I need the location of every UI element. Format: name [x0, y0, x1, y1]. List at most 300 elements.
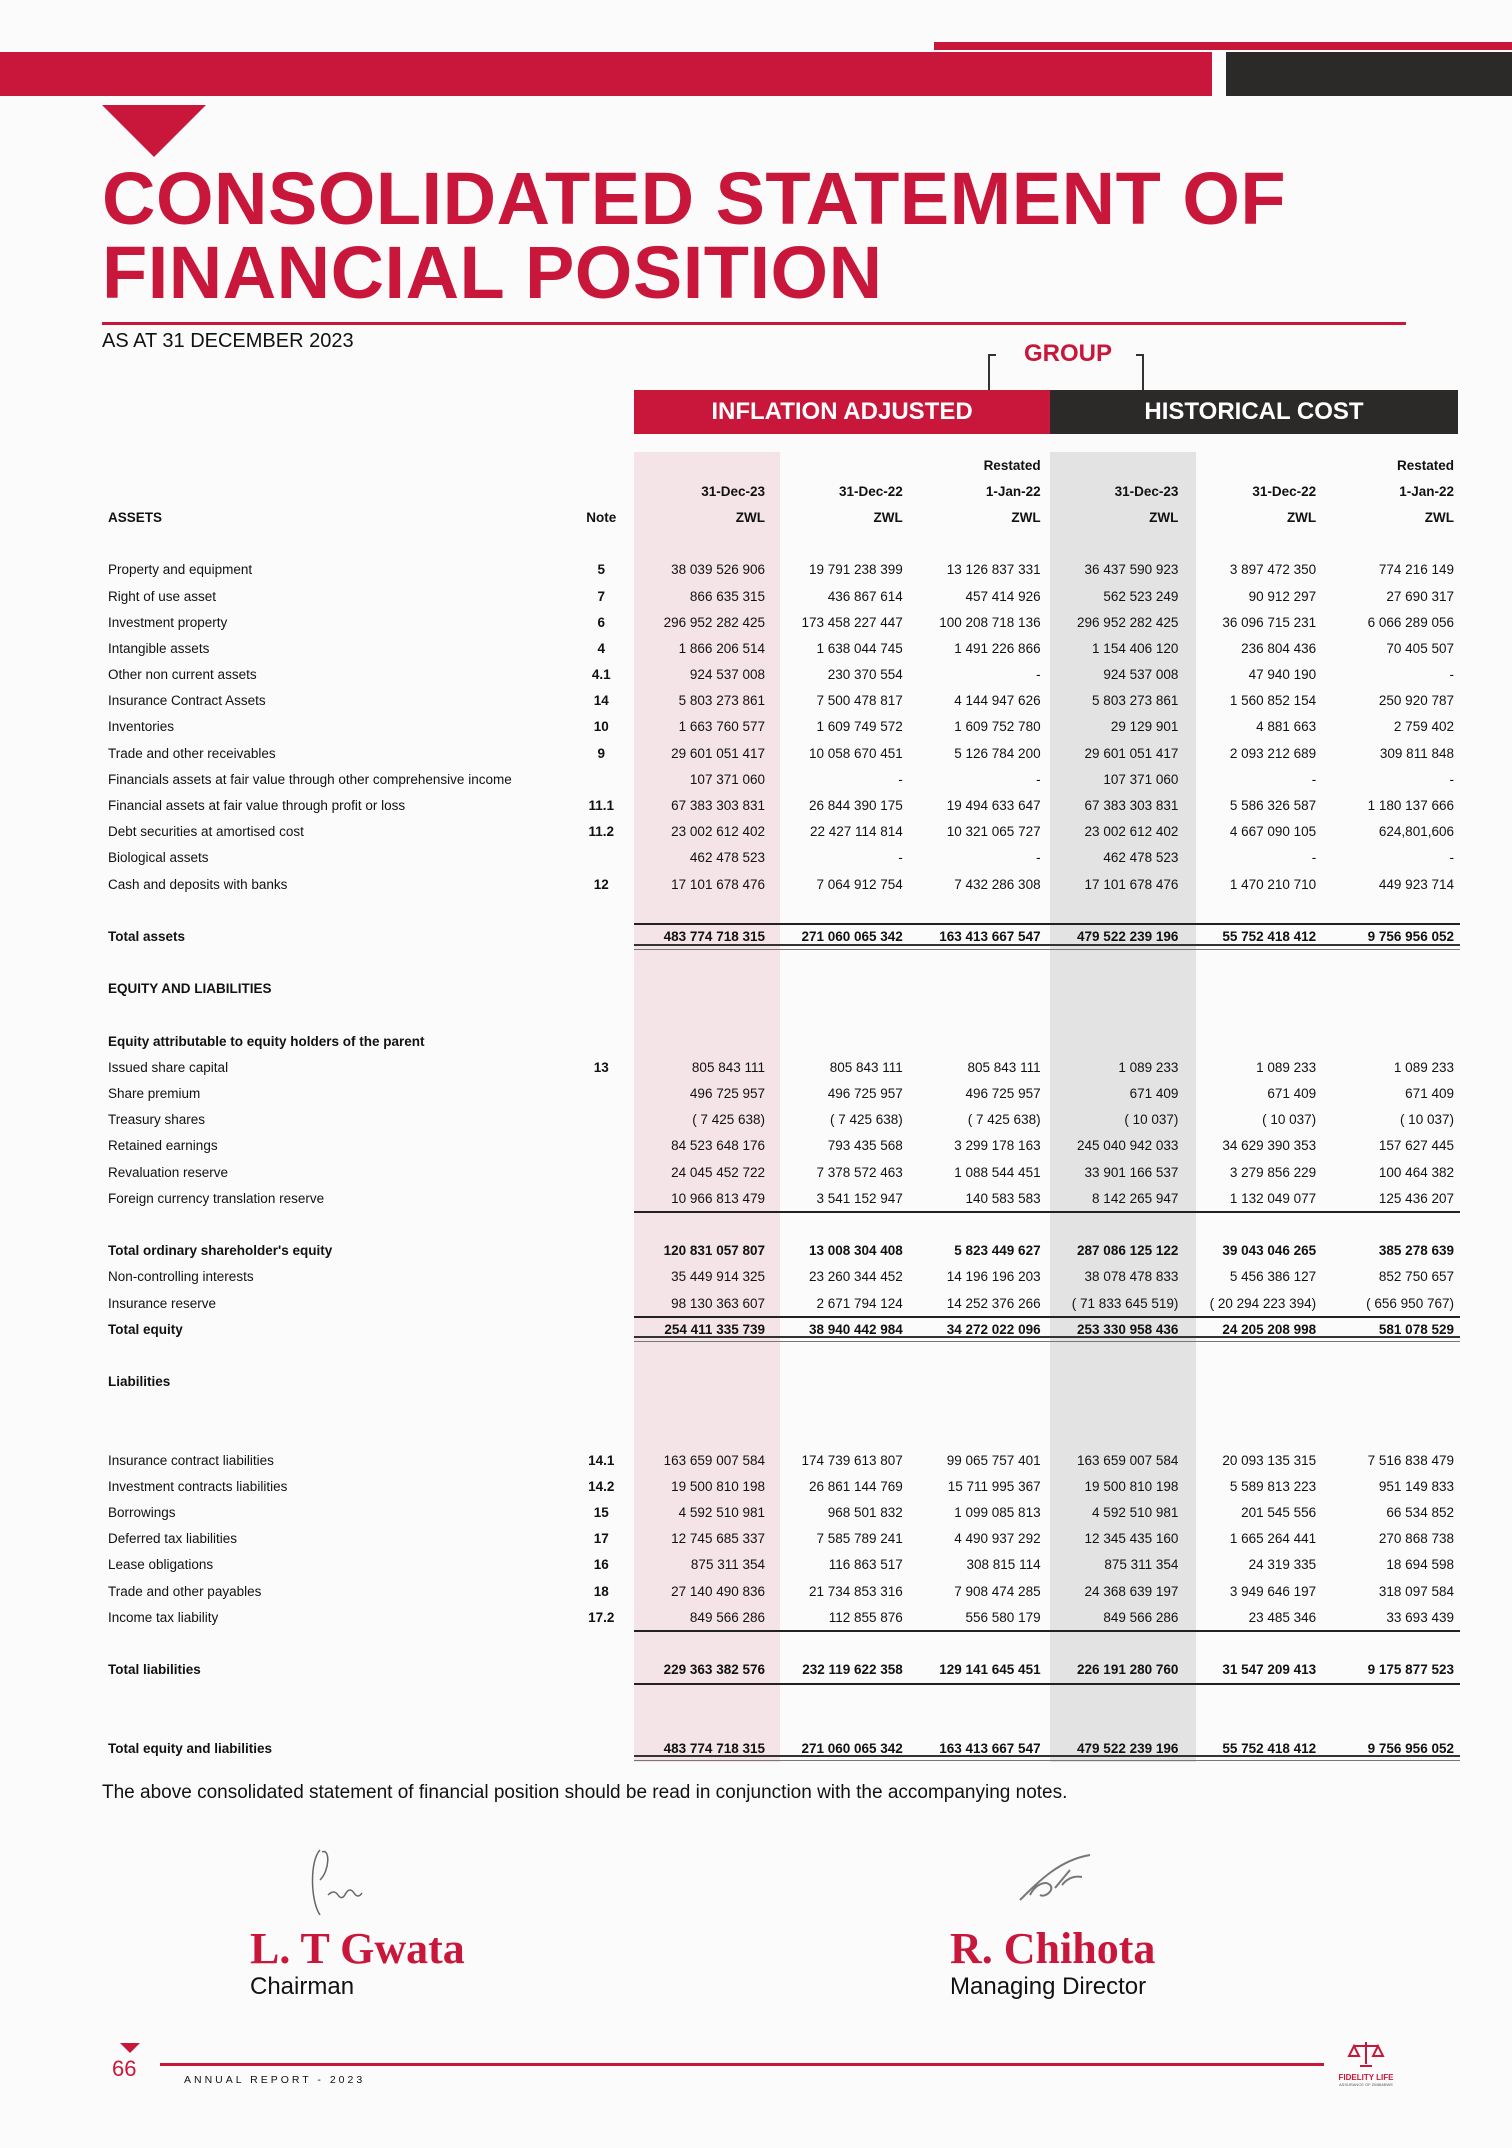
- restated-label: Restated: [983, 457, 1041, 473]
- row-value: 29 129 901: [1110, 719, 1179, 735]
- equity-section: [108, 1054, 1460, 1211]
- row-label: Other non current assets: [108, 667, 257, 683]
- row-note: 6: [597, 614, 605, 630]
- row-value: 9 756 956 052: [1367, 928, 1454, 944]
- row-value: -: [1449, 667, 1454, 683]
- row-value: 7 908 474 285: [954, 1583, 1041, 1599]
- row-label: Total liabilities: [108, 1662, 201, 1678]
- insurance-reserve-row: [108, 1290, 1460, 1316]
- row-value: 875 311 354: [1104, 1557, 1179, 1573]
- row-value: -: [898, 850, 903, 866]
- row-value: 1 866 206 514: [678, 640, 765, 656]
- row-value: 26 844 390 175: [808, 798, 903, 814]
- column-date: 31-Dec-23: [701, 483, 765, 499]
- header-row-currency: [108, 504, 1460, 530]
- equity-parent-heading-row: [108, 1028, 1460, 1054]
- row-value: 38 940 442 984: [808, 1321, 903, 1337]
- equity-liabilities-heading: EQUITY AND LIABILITIES: [108, 981, 272, 997]
- row-note: 5: [597, 562, 605, 578]
- row-value: 26 861 144 769: [808, 1478, 903, 1494]
- row-value: 253 330 958 436: [1077, 1321, 1179, 1337]
- row-value: 31 547 209 413: [1222, 1662, 1317, 1678]
- row-value: 98 130 363 607: [671, 1295, 765, 1311]
- row-value: 1 089 233: [1118, 1059, 1179, 1075]
- row-value: 90 912 297: [1248, 588, 1317, 604]
- row-label: Insurance contract liabilities: [108, 1452, 274, 1468]
- row-label: Deferred tax liabilities: [108, 1531, 238, 1547]
- column-date: 1-Jan-22: [985, 483, 1041, 499]
- row-value: 55 752 418 412: [1222, 1740, 1317, 1756]
- currency-label: ZWL: [1149, 509, 1179, 525]
- row-value: 15 711 995 367: [947, 1478, 1041, 1494]
- row-value: 107 371 060: [1103, 771, 1179, 787]
- row-value: 174 739 613 807: [801, 1452, 903, 1468]
- table-row: [108, 662, 1460, 688]
- row-value: 4 592 510 981: [1092, 1505, 1179, 1521]
- row-value: 19 500 810 198: [1084, 1478, 1179, 1494]
- row-value: 17 101 678 476: [671, 876, 765, 892]
- row-value: 5 586 326 587: [1229, 798, 1317, 814]
- row-label: Debt securities at amortised cost: [108, 824, 304, 840]
- row-value: 7 064 912 754: [816, 876, 903, 892]
- liabilities-section: [108, 1447, 1460, 1630]
- signature-icon: [1000, 1840, 1120, 1920]
- row-value: 24 319 335: [1248, 1557, 1317, 1573]
- row-value: 116 863 517: [828, 1557, 903, 1573]
- row-value: 173 458 227 447: [801, 614, 903, 630]
- row-note: 15: [593, 1505, 609, 1521]
- row-value: 18 694 598: [1386, 1557, 1454, 1573]
- row-value: 36 096 715 231: [1222, 614, 1317, 630]
- row-value: 496 725 957: [689, 1086, 765, 1102]
- row-value: -: [1449, 771, 1454, 787]
- row-label: Right of use asset: [108, 588, 217, 604]
- row-label: Inventories: [108, 719, 175, 735]
- statement-footnote: The above consolidated statement of financial position should be read in conjunction with the accompanying notes.: [102, 1782, 1068, 1803]
- row-label: Issued share capital: [108, 1059, 229, 1075]
- row-value: 3 299 178 163: [954, 1138, 1041, 1154]
- row-value: 581 078 529: [1378, 1321, 1454, 1337]
- page-number: 66: [112, 2056, 137, 2081]
- row-value: 479 522 239 196: [1077, 1740, 1179, 1756]
- row-value: 7 378 572 463: [816, 1164, 903, 1180]
- row-value: 226 191 280 760: [1077, 1662, 1179, 1678]
- row-value: 5 589 813 223: [1229, 1478, 1317, 1494]
- row-value: 270 868 738: [1378, 1531, 1454, 1547]
- row-value: 33 901 166 537: [1084, 1164, 1179, 1180]
- row-value: 23 002 612 402: [671, 824, 765, 840]
- row-value: ( 10 037): [1124, 1112, 1179, 1128]
- row-label: Revaluation reserve: [108, 1164, 229, 1180]
- row-note: 16: [593, 1557, 609, 1573]
- row-value: 12 745 685 337: [671, 1531, 765, 1547]
- row-value: 2 093 212 689: [1229, 745, 1317, 761]
- row-value: -: [898, 771, 903, 787]
- row-note: 11.2: [588, 824, 615, 840]
- row-value: 951 149 833: [1378, 1478, 1454, 1494]
- row-value: 496 725 957: [827, 1086, 903, 1102]
- table-row: [108, 1081, 1460, 1107]
- row-value: 22 427 114 814: [809, 824, 903, 840]
- row-value: 1 665 264 441: [1229, 1531, 1317, 1547]
- row-value: 129 141 645 451: [939, 1662, 1041, 1678]
- row-note: 4.1: [591, 667, 611, 683]
- total-ordinary-equity-row: [108, 1238, 1460, 1264]
- title-triangle-icon: [102, 105, 206, 157]
- row-value: ( 7 425 638): [967, 1112, 1041, 1128]
- table-row: [108, 845, 1460, 871]
- row-value: 7 432 286 308: [954, 876, 1041, 892]
- row-value: ( 20 294 223 394): [1209, 1295, 1317, 1311]
- row-value: 562 523 249: [1103, 588, 1179, 604]
- row-value: 1 560 852 154: [1229, 693, 1317, 709]
- total-liabilities-row: [108, 1657, 1460, 1683]
- row-label: Treasury shares: [108, 1112, 206, 1128]
- row-value: 5 126 784 200: [954, 745, 1041, 761]
- row-label: Insurance reserve: [108, 1295, 217, 1311]
- table-row: [108, 1185, 1460, 1211]
- row-value: 163 659 007 584: [1077, 1452, 1179, 1468]
- row-label: Trade and other payables: [108, 1583, 262, 1599]
- row-value: 120 831 057 807: [663, 1243, 765, 1259]
- row-value: 556 580 179: [965, 1609, 1041, 1625]
- title-divider: [102, 322, 1406, 325]
- row-note: 11.1: [588, 798, 615, 814]
- row-value: 21 734 853 316: [808, 1583, 903, 1599]
- row-note: 4: [597, 640, 605, 656]
- equity-parent-heading: Equity attributable to equity holders of the parent: [108, 1033, 425, 1049]
- row-value: 671 409: [1267, 1086, 1317, 1102]
- row-value: 23 002 612 402: [1084, 824, 1179, 840]
- row-label: Investment contracts liabilities: [108, 1478, 288, 1494]
- row-note: 14.1: [588, 1452, 615, 1468]
- header-dark-bar: [1226, 52, 1512, 96]
- row-value: ( 7 425 638): [829, 1112, 903, 1128]
- row-value: 125 436 207: [1378, 1190, 1454, 1206]
- row-value: 5 803 273 861: [1092, 693, 1179, 709]
- row-note: 17.2: [588, 1609, 615, 1625]
- row-value: 100 464 382: [1378, 1164, 1454, 1180]
- row-value: 866 635 315: [689, 588, 765, 604]
- row-label: Intangible assets: [108, 640, 210, 656]
- row-value: 229 363 382 576: [663, 1662, 765, 1678]
- non-controlling-interests-row: [108, 1264, 1460, 1290]
- row-value: 70 405 507: [1386, 640, 1454, 656]
- table-row: [108, 609, 1460, 635]
- currency-label: ZWL: [873, 509, 903, 525]
- table-row: [108, 740, 1460, 766]
- footer-triangle-icon: [120, 2043, 140, 2053]
- footer-report-label: ANNUAL REPORT - 2023: [184, 2074, 366, 2086]
- row-value: 55 752 418 412: [1222, 928, 1317, 944]
- company-logo: [1338, 2040, 1394, 2087]
- row-value: ( 71 833 645 519): [1071, 1295, 1179, 1311]
- row-value: -: [1449, 850, 1454, 866]
- row-value: 6 066 289 056: [1367, 614, 1454, 630]
- row-value: 318 097 584: [1378, 1583, 1454, 1599]
- row-value: 4 667 090 105: [1229, 824, 1317, 840]
- row-value: 805 843 111: [829, 1059, 903, 1075]
- row-label: Total equity: [108, 1321, 183, 1337]
- row-label: Financial assets at fair value through profit or loss: [108, 798, 406, 814]
- row-value: 385 278 639: [1378, 1243, 1454, 1259]
- row-value: 163 413 667 547: [939, 1740, 1041, 1756]
- row-value: -: [1036, 667, 1041, 683]
- table-row: [108, 583, 1460, 609]
- row-value: 671 409: [1129, 1086, 1179, 1102]
- row-label: Lease obligations: [108, 1557, 214, 1573]
- row-value: 4 490 937 292: [954, 1531, 1041, 1547]
- row-note: 17: [593, 1531, 609, 1547]
- row-value: 236 804 436: [1241, 640, 1317, 656]
- row-value: 67 383 303 831: [1084, 798, 1179, 814]
- row-value: 38 039 526 906: [671, 562, 765, 578]
- row-value: 805 843 111: [691, 1059, 765, 1075]
- row-value: 13 126 837 331: [946, 562, 1041, 578]
- row-value: 483 774 718 315: [663, 1740, 765, 1756]
- table-row: [108, 635, 1460, 661]
- header-row-dates: [108, 478, 1460, 504]
- row-value: 271 060 065 342: [801, 928, 903, 944]
- row-note: 14: [593, 693, 609, 709]
- row-label: Insurance Contract Assets: [108, 693, 266, 709]
- table-row: [108, 1107, 1460, 1133]
- restated-label: Restated: [1396, 457, 1454, 473]
- row-value: 296 952 282 425: [663, 614, 765, 630]
- table-row: [108, 1473, 1460, 1499]
- signatory-name: L. T Gwata: [250, 1924, 465, 1973]
- currency-label: ZWL: [1011, 509, 1041, 525]
- row-value: 7 585 789 241: [816, 1531, 903, 1547]
- signatory-role: Managing Director: [950, 1973, 1147, 2000]
- row-value: 23 485 346: [1248, 1609, 1317, 1625]
- table-row: [108, 688, 1460, 714]
- row-label: Share premium: [108, 1086, 201, 1102]
- row-value: 163 413 667 547: [939, 928, 1041, 944]
- row-value: 624,801,606: [1378, 824, 1454, 840]
- row-value: 8 142 265 947: [1092, 1190, 1179, 1206]
- historical-cost-band: HISTORICAL COST: [1050, 390, 1458, 434]
- row-value: 47 940 190: [1248, 667, 1317, 683]
- row-label: Trade and other receivables: [108, 745, 276, 761]
- table-row: [108, 792, 1460, 818]
- row-value: 924 537 008: [1103, 667, 1179, 683]
- row-label: Borrowings: [108, 1505, 176, 1521]
- table-row: [108, 557, 1460, 583]
- row-value: 852 750 657: [1378, 1269, 1454, 1285]
- equity-liabilities-heading-row: [108, 976, 1460, 1002]
- column-date: 31-Dec-22: [1252, 483, 1317, 499]
- row-value: 100 208 718 136: [939, 614, 1041, 630]
- table-row: [108, 1133, 1460, 1159]
- row-value: 462 478 523: [689, 850, 765, 866]
- table-row: [108, 1552, 1460, 1578]
- row-value: 805 843 111: [967, 1059, 1041, 1075]
- row-value: 3 897 472 350: [1229, 562, 1317, 578]
- row-value: 1 099 085 813: [954, 1505, 1041, 1521]
- row-value: 271 060 065 342: [801, 1740, 903, 1756]
- assets-section: [108, 557, 1460, 897]
- row-label: Non-controlling interests: [108, 1269, 254, 1285]
- row-note: 18: [593, 1583, 609, 1599]
- table-row: [108, 819, 1460, 845]
- row-value: 112 855 876: [828, 1609, 903, 1625]
- row-value: 1 663 760 577: [678, 719, 765, 735]
- row-value: 968 501 832: [827, 1505, 903, 1521]
- row-value: 27 690 317: [1386, 588, 1454, 604]
- row-label: Biological assets: [108, 850, 209, 866]
- row-value: -: [1311, 771, 1317, 787]
- row-value: 1 609 752 780: [954, 719, 1041, 735]
- row-value: 287 086 125 122: [1077, 1243, 1179, 1259]
- row-label: Financials assets at fair value through other comprehensive income: [108, 771, 512, 787]
- row-value: 1 089 233: [1256, 1059, 1317, 1075]
- row-value: 3 541 152 947: [816, 1190, 903, 1206]
- row-value: 23 260 344 452: [808, 1269, 903, 1285]
- signature-icon: [300, 1840, 420, 1920]
- row-value: 1 638 044 745: [816, 640, 903, 656]
- row-value: 10 058 670 451: [808, 745, 903, 761]
- row-value: 296 952 282 425: [1077, 614, 1179, 630]
- row-value: 20 093 135 315: [1222, 1452, 1317, 1468]
- table-row: [108, 871, 1460, 897]
- row-value: 462 478 523: [1103, 850, 1179, 866]
- row-value: 1 154 406 120: [1092, 640, 1179, 656]
- column-date: 31-Dec-23: [1114, 483, 1179, 499]
- row-value: 1 491 226 866: [954, 640, 1041, 656]
- row-value: 3 279 856 229: [1229, 1164, 1317, 1180]
- row-label: Retained earnings: [108, 1138, 218, 1154]
- row-value: 1 609 749 572: [816, 719, 903, 735]
- row-value: 254 411 335 739: [664, 1321, 765, 1337]
- row-label: Total assets: [108, 928, 186, 944]
- row-value: 449 923 714: [1378, 876, 1454, 892]
- row-value: 39 043 046 265: [1222, 1243, 1317, 1259]
- section-assets-heading: ASSETS: [108, 509, 163, 525]
- row-value: 12 345 435 160: [1084, 1531, 1179, 1547]
- row-note: 9: [597, 745, 605, 761]
- row-note: 10: [593, 719, 609, 735]
- row-value: 201 545 556: [1241, 1505, 1317, 1521]
- row-value: 774 216 149: [1378, 562, 1454, 578]
- page-title: CONSOLIDATED STATEMENT OF FINANCIAL POSITION: [102, 157, 1287, 314]
- logo-brand: FIDELITY LIFE: [1338, 2073, 1394, 2082]
- row-value: 4 144 947 626: [954, 693, 1041, 709]
- row-value: ( 7 425 638): [692, 1112, 765, 1128]
- total-assets-row: [108, 923, 1460, 949]
- row-value: 457 414 926: [965, 588, 1041, 604]
- row-value: 436 867 614: [827, 588, 903, 604]
- group-label: GROUP: [1024, 340, 1113, 367]
- row-label: Income tax liability: [108, 1609, 219, 1625]
- row-value: 2 759 402: [1393, 719, 1454, 735]
- row-value: 483 774 718 315: [663, 928, 765, 944]
- row-value: 4 592 510 981: [678, 1505, 765, 1521]
- row-value: 7 516 838 479: [1367, 1452, 1454, 1468]
- currency-label: ZWL: [1286, 509, 1317, 525]
- financial-position-table: [108, 452, 1460, 1761]
- row-label: Total ordinary shareholder's equity: [108, 1243, 333, 1259]
- row-value: 1 132 049 077: [1229, 1190, 1317, 1206]
- row-value: 34 629 390 353: [1222, 1138, 1317, 1154]
- row-value: 10 321 065 727: [946, 824, 1041, 840]
- row-value: 9 756 956 052: [1367, 1740, 1454, 1756]
- inflation-adjusted-band: INFLATION ADJUSTED: [634, 390, 1050, 434]
- row-value: 9 175 877 523: [1367, 1662, 1454, 1678]
- column-date: 31-Dec-22: [839, 483, 903, 499]
- signatory-role: Chairman: [250, 1973, 355, 2000]
- row-value: 36 437 590 923: [1084, 562, 1179, 578]
- row-value: -: [1036, 850, 1041, 866]
- row-value: 793 435 568: [827, 1138, 903, 1154]
- signatory-chairman: [250, 1840, 465, 2001]
- row-value: 99 065 757 401: [946, 1452, 1041, 1468]
- currency-label: ZWL: [1424, 509, 1454, 525]
- row-value: 5 456 386 127: [1229, 1269, 1317, 1285]
- row-value: 163 659 007 584: [663, 1452, 765, 1468]
- row-value: 24 368 639 197: [1084, 1583, 1179, 1599]
- row-value: 33 693 439: [1386, 1609, 1454, 1625]
- row-value: 38 078 478 833: [1084, 1269, 1179, 1285]
- row-value: 140 583 583: [965, 1190, 1041, 1206]
- table-row: [108, 1578, 1460, 1604]
- row-value: 14 196 196 203: [946, 1269, 1041, 1285]
- table-row: [108, 1526, 1460, 1552]
- row-value: 29 601 051 417: [1084, 745, 1179, 761]
- row-value: 309 811 848: [1379, 745, 1454, 761]
- row-note: 12: [593, 876, 609, 892]
- row-value: ( 10 037): [1262, 1112, 1317, 1128]
- logo-tagline: ASSURANCE OF ZIMBABWE: [1338, 2082, 1393, 2087]
- row-value: 157 627 445: [1378, 1138, 1454, 1154]
- row-value: 67 383 303 831: [671, 798, 765, 814]
- column-date: 1-Jan-22: [1399, 483, 1454, 499]
- row-value: 1 088 544 451: [954, 1164, 1041, 1180]
- row-value: 34 272 022 096: [946, 1321, 1041, 1337]
- row-value: 19 791 238 399: [808, 562, 903, 578]
- group-bracket-right: [1136, 354, 1144, 394]
- row-note: 13: [593, 1059, 609, 1075]
- row-value: 849 566 286: [1103, 1609, 1179, 1625]
- row-value: 13 008 304 408: [808, 1243, 903, 1259]
- statement-date: AS AT 31 DECEMBER 2023: [102, 330, 354, 352]
- row-value: 84 523 648 176: [671, 1138, 765, 1154]
- row-value: ( 10 037): [1399, 1112, 1454, 1128]
- row-label: Property and equipment: [108, 562, 253, 578]
- table-row: [108, 1500, 1460, 1526]
- row-value: 19 494 633 647: [946, 798, 1041, 814]
- row-value: 232 119 622 358: [802, 1662, 903, 1678]
- row-value: 24 205 208 998: [1222, 1321, 1317, 1337]
- header-row-restated: [108, 452, 1460, 478]
- row-label: Investment property: [108, 614, 228, 630]
- row-value: 24 045 452 722: [671, 1164, 765, 1180]
- table-row: [108, 714, 1460, 740]
- row-value: 924 537 008: [689, 667, 765, 683]
- row-label: Foreign currency translation reserve: [108, 1190, 325, 1206]
- row-value: 66 534 852: [1386, 1505, 1454, 1521]
- signatory-name: R. Chihota: [950, 1924, 1156, 1973]
- table-row: [108, 1604, 1460, 1630]
- total-equity-row: [108, 1316, 1460, 1342]
- row-label: Cash and deposits with banks: [108, 876, 288, 892]
- table-row: [108, 1159, 1460, 1185]
- row-value: 875 311 354: [690, 1557, 765, 1573]
- row-value: 1 089 233: [1393, 1059, 1454, 1075]
- row-value: 10 966 813 479: [671, 1190, 765, 1206]
- note-header: Note: [586, 509, 617, 525]
- row-value: 3 949 646 197: [1229, 1583, 1317, 1599]
